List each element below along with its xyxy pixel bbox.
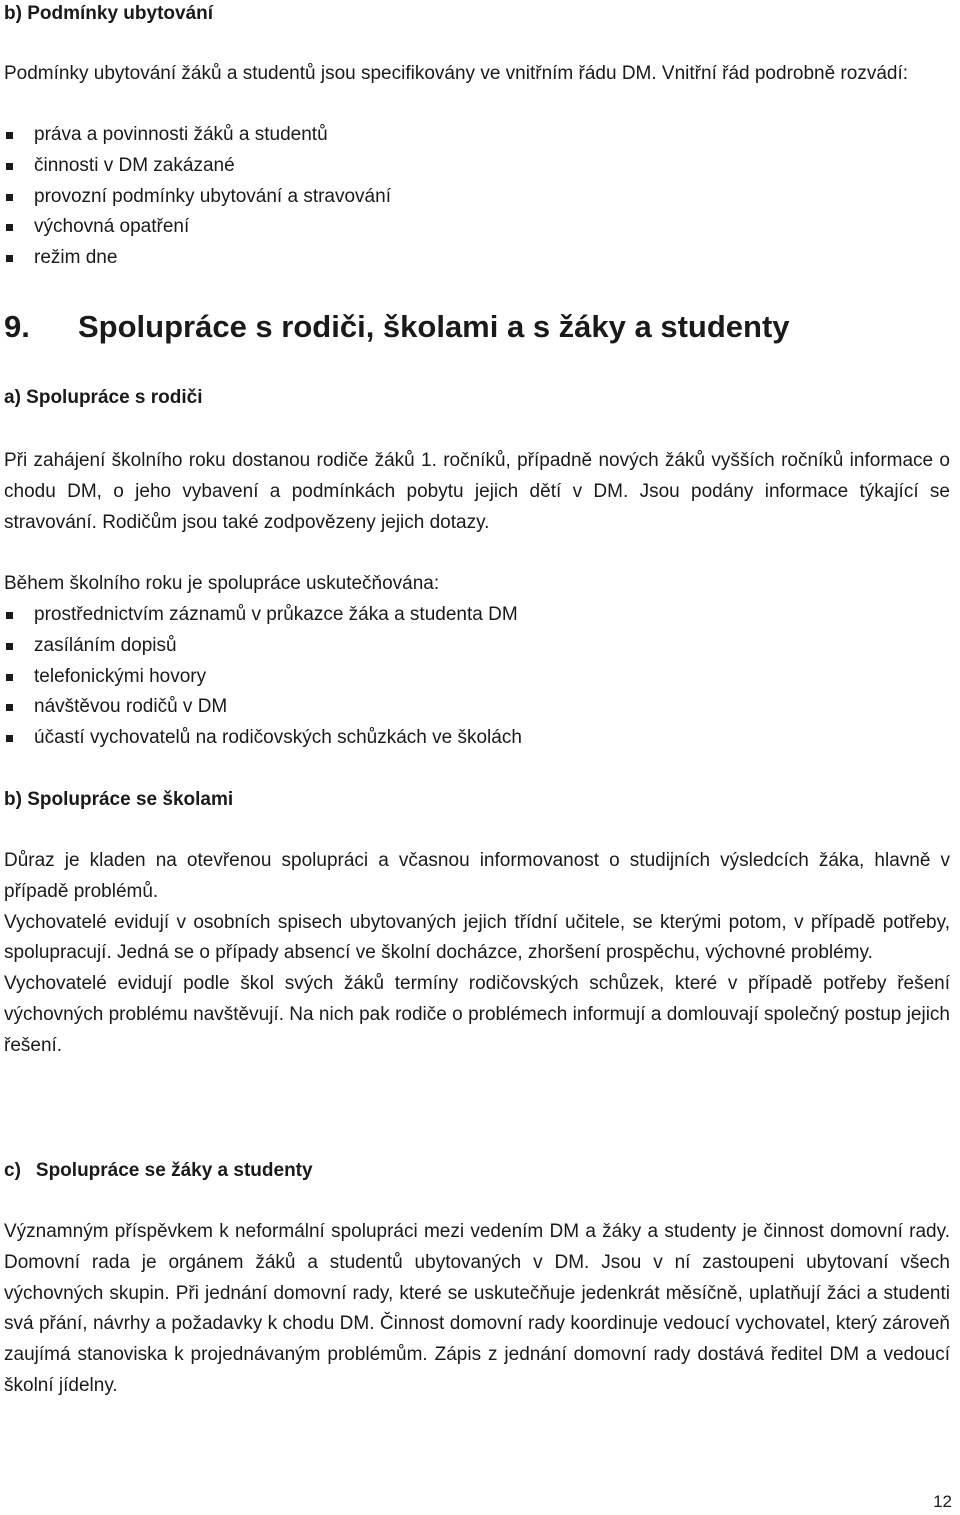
square-bullet-icon bbox=[6, 194, 13, 201]
page-number: 12 bbox=[933, 1492, 952, 1511]
square-bullet-icon bbox=[6, 704, 13, 711]
section-heading-zaci bbox=[4, 1159, 313, 1183]
list-item: prostřednictvím záznamů v průkazce žáka a studenta DM bbox=[4, 600, 522, 631]
skoly-paragraphs bbox=[4, 846, 950, 1062]
chapter-heading bbox=[4, 307, 790, 347]
square-bullet-icon bbox=[6, 163, 13, 170]
list-item: činnosti v DM zakázané bbox=[4, 151, 391, 182]
skoly-paragraph: Vychovatelé evidují podle škol svých žáků termíny rodičovských schůzek, které v případě potřeby řešení výchovných problému navštěvují. Na nich pak rodiče o problémech informují a domlouvají společný postup jejich řešení. bbox=[4, 973, 950, 1056]
list-item: provozní podmínky ubytování a stravování bbox=[4, 182, 391, 213]
skoly-paragraph: Důraz je kladen na otevřenou spolupráci a včasnou informovanost o studijních výsledcích žáka, hlavně v případě problémů. bbox=[4, 850, 950, 902]
zaci-paragraph: Významným příspěvkem k neformální spolupráci mezi vedením DM a žáky a studenty je činnost domovní rady. Domovní rada je orgánem žáků a studentů ubytovaných v DM. Jsou v ní zastoupeni ubytovaní všech výchovných skupin. Při jednání domovní rady, které se uskutečňuje jedenkrát měsíčně, uplatňují žáci a studenti svá přání, návrhy a požadavky k chodu DM. Činnost domovní rady koordinuje vedoucí vychovatel, který zároveň zaujímá stanoviska k projednávaným problémům. Zápis z jednání domovní rady dostává ředitel DM a vedoucí školní jídelny. bbox=[4, 1221, 950, 1396]
square-bullet-icon bbox=[6, 612, 13, 619]
list-item: návštěvou rodičů v DM bbox=[4, 692, 522, 723]
section-heading-ubytovani: b) Podmínky ubytování bbox=[4, 3, 214, 24]
square-bullet-icon bbox=[6, 255, 13, 262]
chapter-number: 9. bbox=[4, 309, 30, 344]
list-item: režim dne bbox=[4, 243, 391, 274]
square-bullet-icon bbox=[6, 224, 13, 231]
list-item: výchovná opatření bbox=[4, 212, 391, 243]
chapter-title: Spolupráce s rodiči, školami a s žáky a studenty bbox=[78, 309, 790, 344]
square-bullet-icon bbox=[6, 132, 13, 139]
section-heading-rodice: a) Spolupráce s rodiči bbox=[4, 387, 203, 408]
list-item: telefonickými hovory bbox=[4, 662, 522, 693]
ubytovani-list bbox=[4, 120, 391, 274]
list-item: účastí vychovatelů na rodičovských schůzkách ve školách bbox=[4, 723, 522, 754]
section-heading-skoly: b) Spolupráce se školami bbox=[4, 789, 234, 810]
section-label: c) bbox=[4, 1160, 21, 1181]
rodice-paragraph: Při zahájení školního roku dostanou rodiče žáků 1. ročníků, případně nových žáků vyšších ročníků informace o chodu DM, o jeho vybavení a podmínkách pobytu jejich dětí v DM. Jsou podány informace týkající se stravování. Rodičům jsou také zodpovězeny jejich dotazy. bbox=[4, 450, 950, 533]
rodice-list bbox=[4, 600, 522, 754]
square-bullet-icon bbox=[6, 735, 13, 742]
rodice-intro: Během školního roku je spolupráce uskutečňována: bbox=[4, 573, 440, 594]
ubytovani-paragraph: Podmínky ubytování žáků a studentů jsou specifikovány ve vnitřním řádu DM. Vnitřní řád podrobně rozvádí: bbox=[4, 63, 909, 84]
skoly-paragraph: Vychovatelé evidují v osobních spisech ubytovaných jejich třídní učitele, se kterými potom, v případě potřeby, spolupracují. Jedná se o případy absencí ve školní docházce, zhoršení prospěchu, výchovné problémy. bbox=[4, 911, 950, 964]
list-item: práva a povinnosti žáků a studentů bbox=[4, 120, 391, 151]
square-bullet-icon bbox=[6, 674, 13, 681]
list-item: zasíláním dopisů bbox=[4, 631, 522, 662]
square-bullet-icon bbox=[6, 643, 13, 650]
section-title: Spolupráce se žáky a studenty bbox=[35, 1160, 313, 1181]
